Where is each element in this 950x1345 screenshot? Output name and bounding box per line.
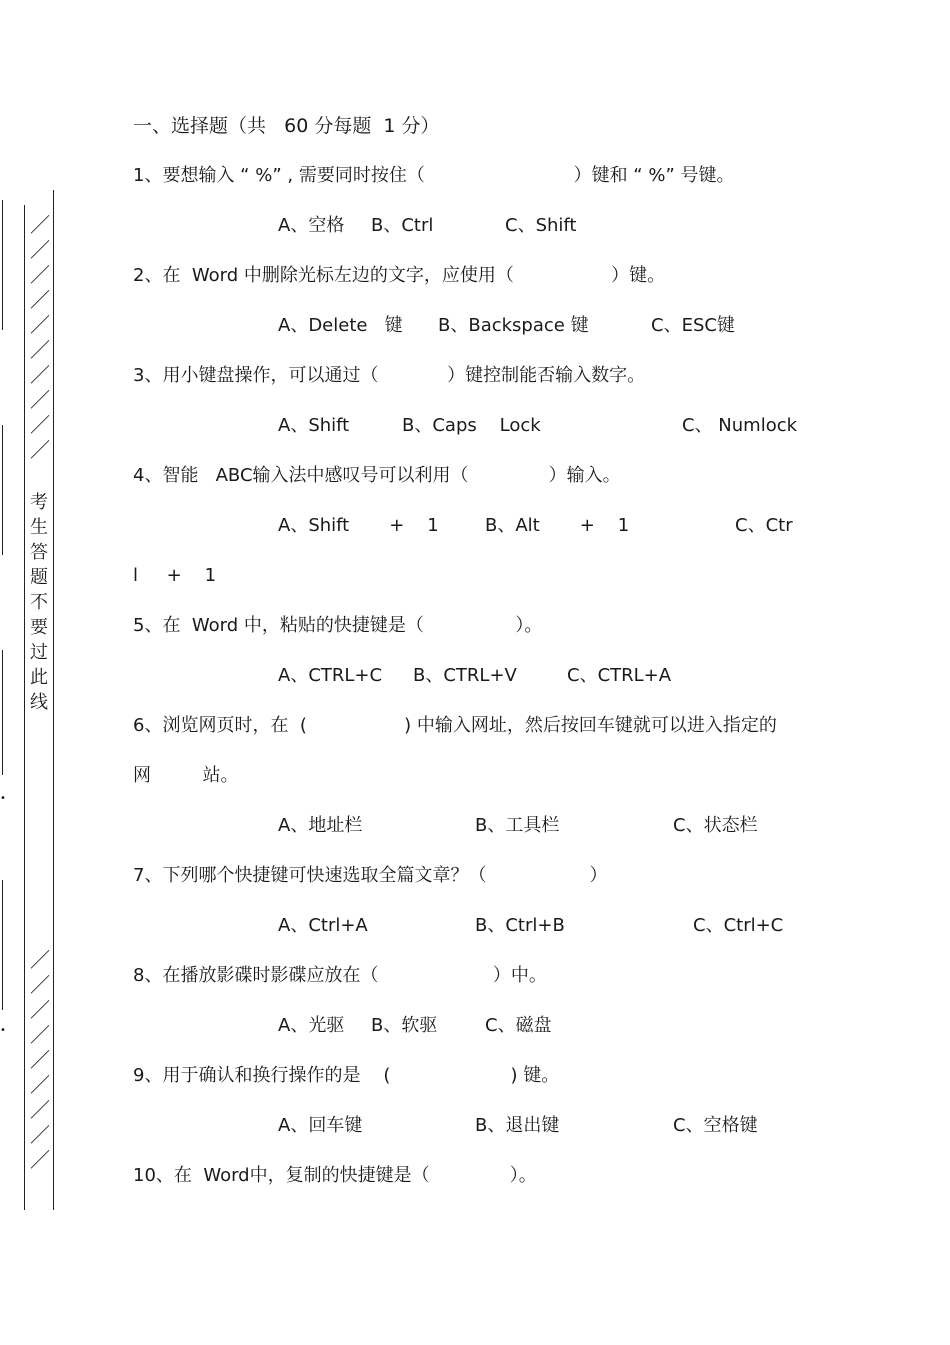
binding-slash-mark: ／: [30, 338, 50, 362]
answer-option: A、空格: [278, 215, 345, 236]
binding-slash-mark: ／: [30, 1073, 50, 1097]
answer-option: C、Ctrl+C: [693, 915, 784, 936]
binding-warning-char: 要: [30, 617, 48, 638]
answer-option: C、CTRL+A: [567, 665, 672, 686]
binding-slash-mark: ／: [30, 1023, 50, 1047]
binding-slash-mark: ／: [30, 1123, 50, 1147]
binding-mark: •: [0, 1025, 6, 1036]
answer-option: A、Ctrl+A: [278, 915, 368, 936]
binding-rule-outer-4: [2, 880, 3, 1010]
binding-warning-char: 考: [30, 492, 48, 513]
answer-option: C、Ctr: [735, 515, 793, 536]
binding-warning-char: 不: [30, 592, 48, 613]
binding-slash-mark: ／: [30, 1098, 50, 1122]
answer-option: C、ESC键: [651, 315, 735, 336]
answer-option: A、光驱: [278, 1015, 345, 1036]
binding-warning-char: 生: [30, 517, 48, 538]
binding-rule-outer-2: [2, 425, 3, 555]
question-stem: 4、智能 ABC输入法中感叹号可以利用（ ）输入。: [133, 465, 621, 486]
binding-warning-char: 线: [30, 692, 48, 713]
binding-rule-outer-1: [2, 200, 3, 330]
question-stem: 2、在 Word 中删除光标左边的文字，应使用（ ）键。: [133, 265, 666, 286]
answer-option: B、Alt + 1: [485, 515, 630, 536]
answer-option: C、磁盘: [485, 1015, 552, 1036]
question-stem: 10、在 Word中，复制的快捷键是（ ）。: [133, 1165, 537, 1186]
answer-option: B、软驱: [371, 1015, 438, 1036]
binding-warning-char: 此: [30, 667, 48, 688]
binding-slash-mark: ／: [30, 213, 50, 237]
binding-slash-mark: ／: [30, 1048, 50, 1072]
question-stem: 1、要想输入 “ %” , 需要同时按住（ ）键和 “ %” 号键。: [133, 165, 735, 186]
binding-slash-mark: ／: [30, 288, 50, 312]
binding-slash-mark: ／: [30, 263, 50, 287]
binding-slash-mark: ／: [30, 363, 50, 387]
section-title: 一、选择题（共 60 分每题 1 分）: [133, 115, 440, 137]
answer-option: B、Caps Lock: [402, 415, 541, 436]
binding-slash-mark: ／: [30, 998, 50, 1022]
answer-option: B、CTRL+V: [413, 665, 517, 686]
binding-slash-mark: ／: [30, 413, 50, 437]
answer-option: A、CTRL+C: [278, 665, 383, 686]
answer-option: C、Shift: [505, 215, 577, 236]
question-stem: 6、浏览网页时，在 ( ) 中输入网址，然后按回车键就可以进入指定的: [133, 715, 777, 736]
answer-option: C、空格键: [673, 1115, 758, 1136]
answer-option: A、回车键: [278, 1115, 363, 1136]
binding-rule-right: [53, 190, 54, 1210]
binding-warning-char: 题: [30, 567, 48, 588]
binding-warning-char: 答: [30, 542, 48, 563]
question-stem: 3、用小键盘操作，可以通过（ ）键控制能否输入数字。: [133, 365, 646, 386]
answer-option: B、Backspace 键: [438, 315, 589, 336]
binding-warning-text: [28, 490, 50, 715]
answer-option: A、Delete 键: [278, 315, 403, 336]
answer-option: A、地址栏: [278, 815, 363, 836]
question-stem: 5、在 Word 中，粘贴的快捷键是（ ）。: [133, 615, 543, 636]
answer-option: B、Ctrl+B: [475, 915, 565, 936]
question-stem: 7、下列哪个快捷键可快速选取全篇文章？（ ）: [133, 865, 608, 886]
binding-slash-mark: ／: [30, 948, 50, 972]
binding-warning-char: 过: [30, 642, 48, 663]
answer-option: C、状态栏: [673, 815, 758, 836]
binding-slash-mark: ／: [30, 238, 50, 262]
answer-option: A、Shift: [278, 415, 350, 436]
binding-mark: •: [0, 793, 6, 804]
answer-option: B、退出键: [475, 1115, 560, 1136]
answer-option: C、 Numlock: [682, 415, 798, 436]
question-stem: 8、在播放影碟时影碟应放在（ ）中。: [133, 965, 547, 986]
binding-slash-mark: ／: [30, 313, 50, 337]
binding-slash-mark: ／: [30, 388, 50, 412]
binding-rule-left: [24, 205, 25, 1210]
answer-option: B、工具栏: [475, 815, 560, 836]
question-stem: 9、用于确认和换行操作的是 ( ) 键。: [133, 1065, 560, 1086]
question-stem-continuation: 网 站。: [133, 765, 239, 786]
binding-rule-outer-3: [2, 650, 3, 775]
answer-option: A、Shift + 1: [278, 515, 439, 536]
answer-option: B、Ctrl: [371, 215, 434, 236]
answer-option-continuation: l + 1: [133, 565, 217, 586]
binding-slash-mark: ／: [30, 973, 50, 997]
binding-slash-mark: ／: [30, 1148, 50, 1172]
binding-slash-mark: ／: [30, 438, 50, 462]
